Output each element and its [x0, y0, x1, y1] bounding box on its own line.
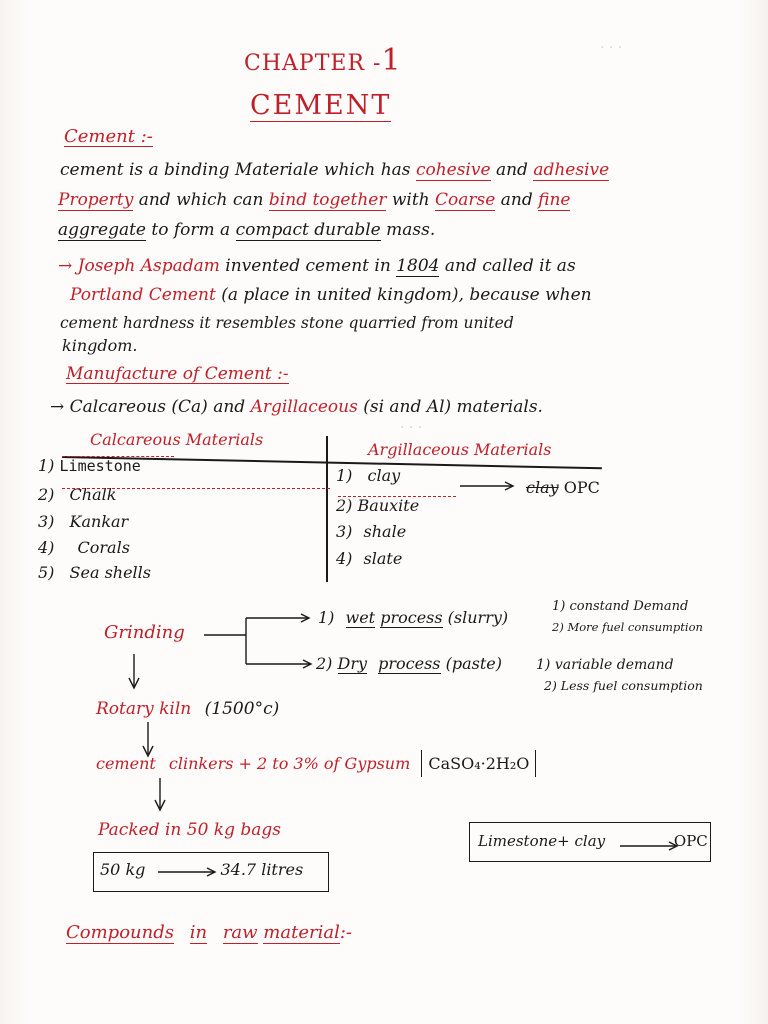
dry-note-2: 2) Less fuel consumption	[544, 678, 703, 693]
chapter-label: CHAPTER -1	[244, 43, 402, 78]
chapter-title: CEMENT	[250, 90, 392, 121]
table-header-calcareous: Calcareous Materials	[90, 430, 264, 449]
compounds-heading: Compounds in raw material:-	[66, 922, 352, 943]
notebook-page: · · · · · · CHAPTER -1 CEMENT Cement :- cement is a binding Materiale which has cohesive and adhesive Property and which can bind together with Coarse and fine aggregate to form a compact durable mass. → Joseph Aspadam invented cement in 1804 and called it as Portland Cement (a place in united kingdom), because when cement hardness it resembles stone quarried from united kingdom. Manufacture of Cement :- → Calcareous (Ca) and Argillaceous (si and Al) materials. Calcareous Materials Argillaceous Materials 1) Limestone 2) Chalk 3) Kankar 4) Corals 5) Sea shells 1) clay 2) Bauxite 3) shale 4) slate clay OPC Grinding 1) wet process (slurry) 1) constand Demand 2) More fuel consumption 2) Dry process (paste) 1) variable demand 2) Less fuel consumption Rotary kiln (1500°c) cement clinkers + 2 to 3% of Gypsum CaSO₄·2H₂O Packed in 50 kg bags Limestone+ clay OPC 50 kg 34.7 litres Compounds in raw material:-	[0, 0, 768, 1024]
list-item: 1) Limestone	[38, 456, 141, 475]
list-item: 4) Corals	[38, 538, 130, 557]
list-item: 2) Bauxite	[336, 496, 420, 515]
cement-heading: Cement :-	[64, 126, 153, 147]
list-item: 2) Chalk	[38, 485, 117, 504]
packed-line: Packed in 50 kg bags	[98, 820, 282, 840]
list-item: 1) clay	[336, 466, 401, 485]
definition-line-2: Property and which can bind together with Coarse and fine	[58, 190, 571, 210]
clay-opc-note: clay OPC	[526, 478, 600, 497]
kiln-line: Rotary kiln (1500°c)	[96, 699, 280, 719]
manufacture-line: → Calcareous (Ca) and Argillaceous (si and Al) materials.	[50, 397, 543, 417]
box-opc-text: Limestone+ clay OPC	[478, 832, 708, 850]
list-item: 3) Kankar	[38, 512, 129, 531]
wet-note-1: 1) constand Demand	[552, 599, 689, 614]
dry-note-1: 1) variable demand	[536, 657, 674, 673]
grinding-label: Grinding	[104, 622, 185, 643]
list-item: 5) Sea shells	[38, 563, 151, 582]
history-line-2: Portland Cement (a place in united kingdom), because when	[70, 285, 592, 305]
wet-note-2: 2) More fuel consumption	[552, 620, 703, 634]
history-line-4: kingdom.	[62, 336, 138, 355]
box-kg-text: 50 kg 34.7 litres	[100, 860, 304, 879]
wet-process-line: 1) wet process (slurry)	[318, 608, 509, 627]
history-line-3: cement hardness it resembles stone quarried from united	[60, 314, 514, 332]
clinker-line: cement clinkers + 2 to 3% of Gypsum CaSO₄·2H₂O	[96, 756, 536, 772]
dry-process-line: 2) Dry process (paste)	[316, 654, 502, 673]
definition-line-1: cement is a binding Materiale which has cohesive and adhesive	[60, 160, 610, 180]
definition-line-3: aggregate to form a compact durable mass.	[58, 220, 436, 240]
manufacture-heading: Manufacture of Cement :-	[66, 364, 289, 384]
history-line-1: → Joseph Aspadam invented cement in 1804 and called it as	[58, 256, 576, 276]
table-header-argillaceous: Argillaceous Materials	[368, 440, 552, 459]
list-item: 4) slate	[336, 549, 403, 568]
list-item: 3) shale	[336, 522, 407, 541]
gypsum-formula: CaSO₄·2H₂O	[421, 750, 536, 777]
